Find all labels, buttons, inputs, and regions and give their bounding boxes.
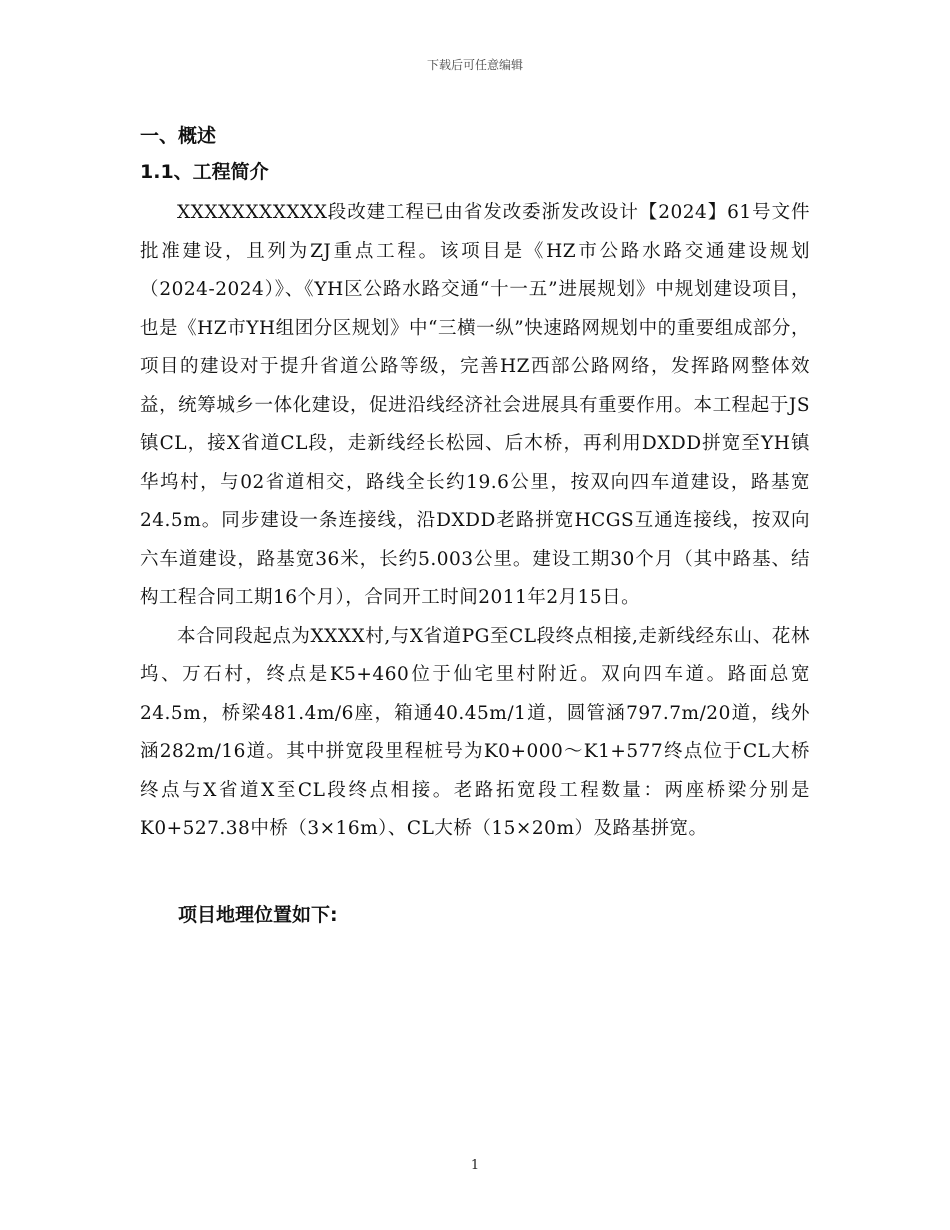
location-heading: 项目地理位置如下: (178, 903, 338, 926)
page-header-note: 下载后可任意编辑 (426, 58, 523, 72)
paragraph-contract-section: 本合同段起点为XXXX村,与X省道PG至CL段终点相接,走新线经东山、花林坞、万石村，终点是K5+460位于仙宅里村附近。双向四车道。路面总宽24.5m，桥梁481.4m/6座，箱通40.45m/1道，圆管涵797.7m/20道，线外涵282m/16道。其中拼宽段里程桩号为K0+000～K1+577终点位于CL大桥终点与X省道X至CL段终点相接。老路拓宽段工程数量：两座桥梁分别是K0+527.38中桥（3×16m）、CL大桥（15×20m）及路基拼宽。 (140, 625, 810, 839)
page-number: 1 (470, 1158, 480, 1173)
paragraph-project-overview: XXXXXXXXXXX段改建工程已由省发改委浙发改设计【2024】61号文件批准建设，且列为ZJ重点工程。该项目是《HZ市公路水路交通建设规划（2024-2024）》、《YH区公路水路交通“十一五”进展规划》中规划建设项目，也是《HZ市YH组团分区规划》中“三横一纵”快速路网规划中的重要组成部分，项目的建设对于提升省道公路等级，完善HZ西部公路网络，发挥路网整体效益，统筹城乡一体化建设，促进沿线经济社会进展具有重要作用。本工程起于JS镇CL，接X省道CL段，走新线经长松园、后木桥，再利用DXDD拼宽至YH镇华坞村，与02省道相交，路线全长约19.6公里，按双向四车道建设，路基宽24.5m。同步建设一条连接线，沿DXDD老路拼宽HCGS互通连接线，按双向六车道建设，路基宽36米，长约5.003公里。建设工期30个月（其中路基、结构工程合同工期16个月），合同开工时间2011年2月15日。 (140, 202, 810, 608)
subsection-heading: 1.1、工程简介 (140, 161, 269, 183)
section-heading: 一、概述 (140, 125, 217, 147)
document-body (140, 118, 810, 933)
